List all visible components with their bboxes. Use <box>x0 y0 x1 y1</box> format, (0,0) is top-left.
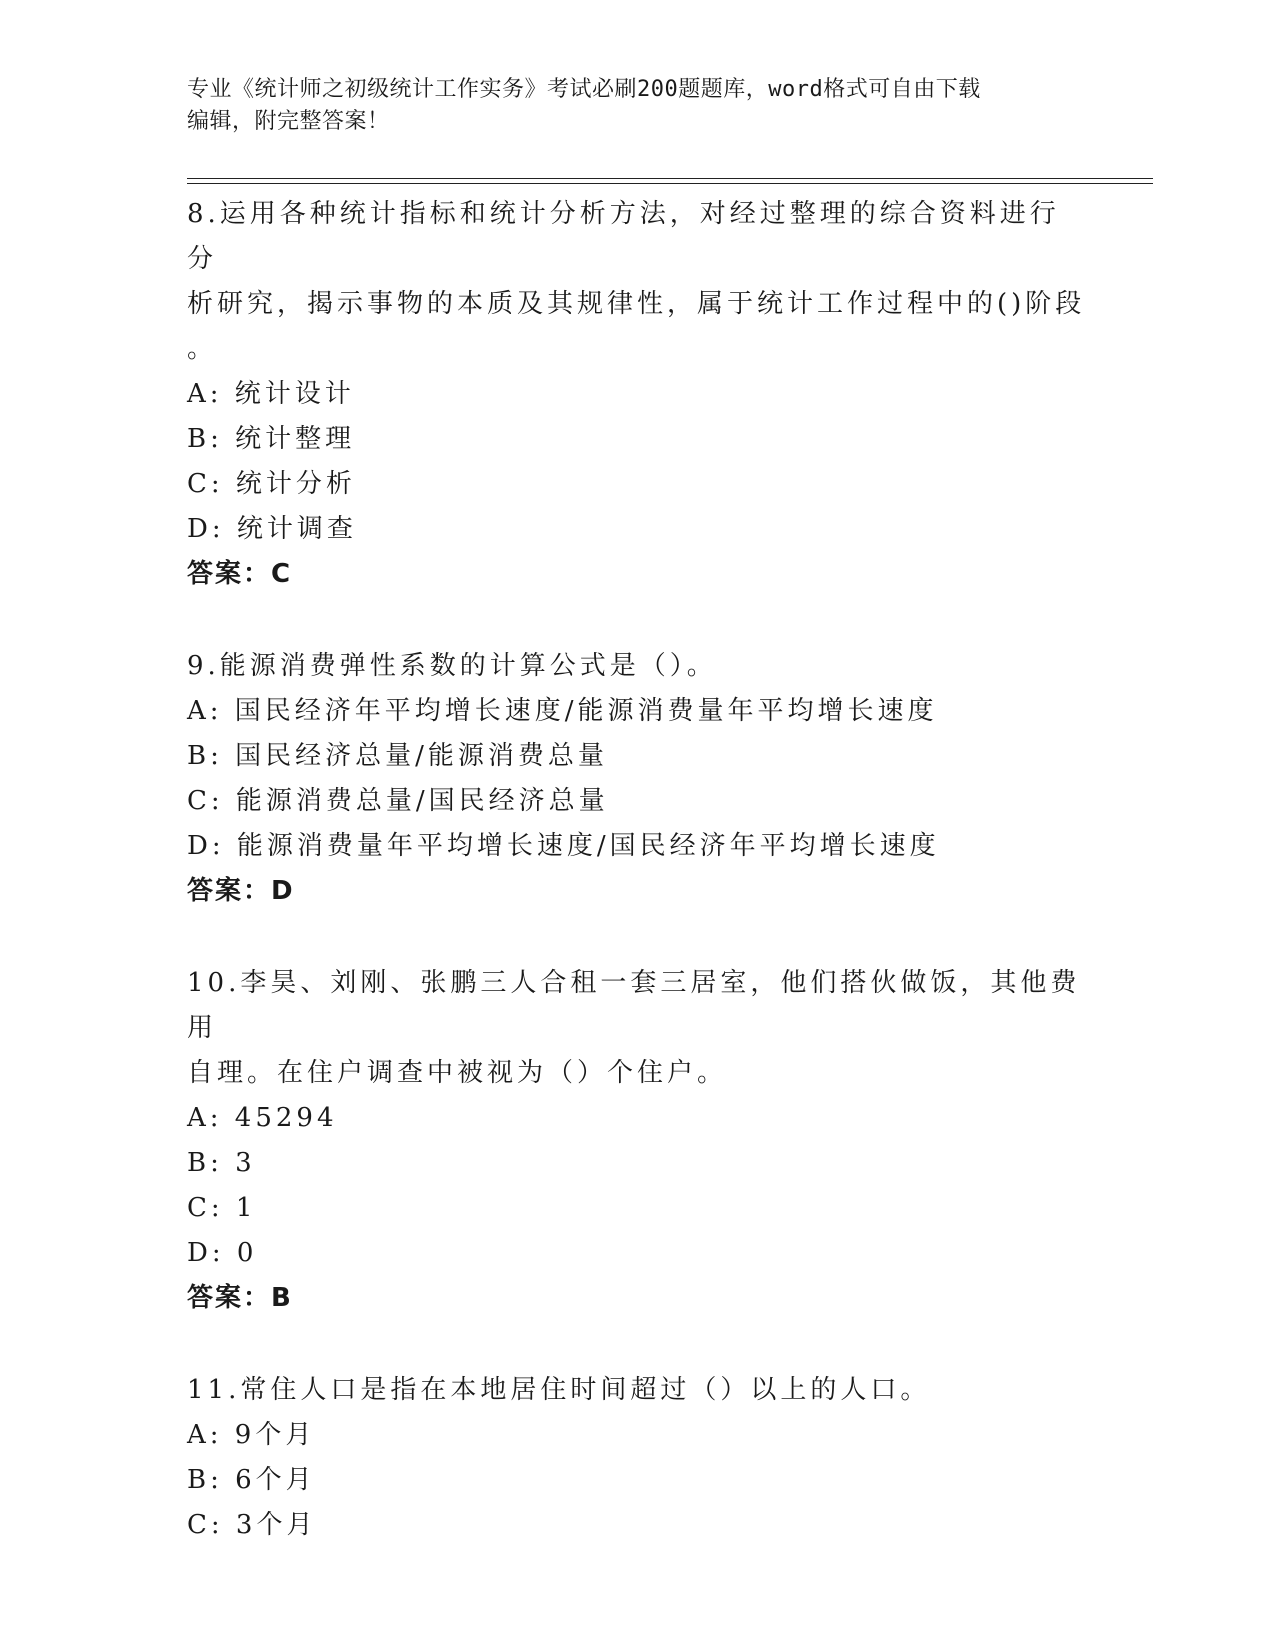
option-d: D: 能源消费量年平均增长速度/国民经济年平均增长速度 <box>187 831 940 861</box>
option-c: C: 3个月 <box>187 1510 317 1540</box>
stem-line: 析研究，揭示事物的本质及其规律性，属于统计工作过程中的()阶段 <box>187 289 1086 319</box>
stem-line: 。 <box>187 334 218 364</box>
option-a: A: 统计设计 <box>187 379 355 409</box>
option-b: B: 统计整理 <box>187 424 356 454</box>
question-spacer <box>187 914 1087 961</box>
question-stem <box>187 192 1087 372</box>
question-stem <box>187 644 1087 689</box>
option-d: D: 统计调查 <box>187 514 357 544</box>
header-line-2: 编辑，附完整答案！ <box>187 109 390 134</box>
answer: 答案：C <box>187 559 293 589</box>
option-c: C: 统计分析 <box>187 469 356 499</box>
stem-line: 8.运用各种统计指标和统计分析方法，对经过整理的综合资料进行分 <box>187 199 1060 274</box>
question-stem <box>187 1368 1087 1413</box>
option-b: B: 3 <box>187 1148 256 1178</box>
document-header <box>187 74 1087 138</box>
header-divider-top <box>187 178 1153 179</box>
question-10 <box>187 961 1087 1321</box>
question-8 <box>187 192 1087 597</box>
stem-line: 9.能源消费弹性系数的计算公式是（）。 <box>187 651 717 681</box>
question-11 <box>187 1368 1087 1548</box>
stem-line: 10.李昊、刘刚、张鹏三人合租一套三居室，他们搭伙做饭，其他费用 <box>187 968 1081 1043</box>
stem-line: 11.常住人口是指在本地居住时间超过（）以上的人口。 <box>187 1375 931 1405</box>
option-c: C: 1 <box>187 1193 257 1223</box>
question-stem <box>187 961 1087 1096</box>
question-9 <box>187 644 1087 914</box>
question-spacer <box>187 1321 1087 1368</box>
answer: 答案：D <box>187 876 295 906</box>
option-a: A: 9个月 <box>187 1420 316 1450</box>
option-d: D: 0 <box>187 1238 258 1268</box>
question-list <box>187 192 1087 1548</box>
option-b: B: 国民经济总量/能源消费总量 <box>187 741 608 771</box>
option-b: B: 6个月 <box>187 1465 316 1495</box>
option-a: A: 45294 <box>187 1103 338 1133</box>
option-a: A: 国民经济年平均增长速度/能源消费量年平均增长速度 <box>187 696 938 726</box>
header-divider-bottom <box>187 183 1153 184</box>
answer: 答案：B <box>187 1283 293 1313</box>
option-c: C: 能源消费总量/国民经济总量 <box>187 786 609 816</box>
header-line-1: 专业《统计师之初级统计工作实务》考试必刷200题题库，word格式可自由下载 <box>187 77 981 102</box>
stem-line: 自理。在住户调查中被视为（）个住户。 <box>187 1058 728 1088</box>
question-spacer <box>187 597 1087 644</box>
